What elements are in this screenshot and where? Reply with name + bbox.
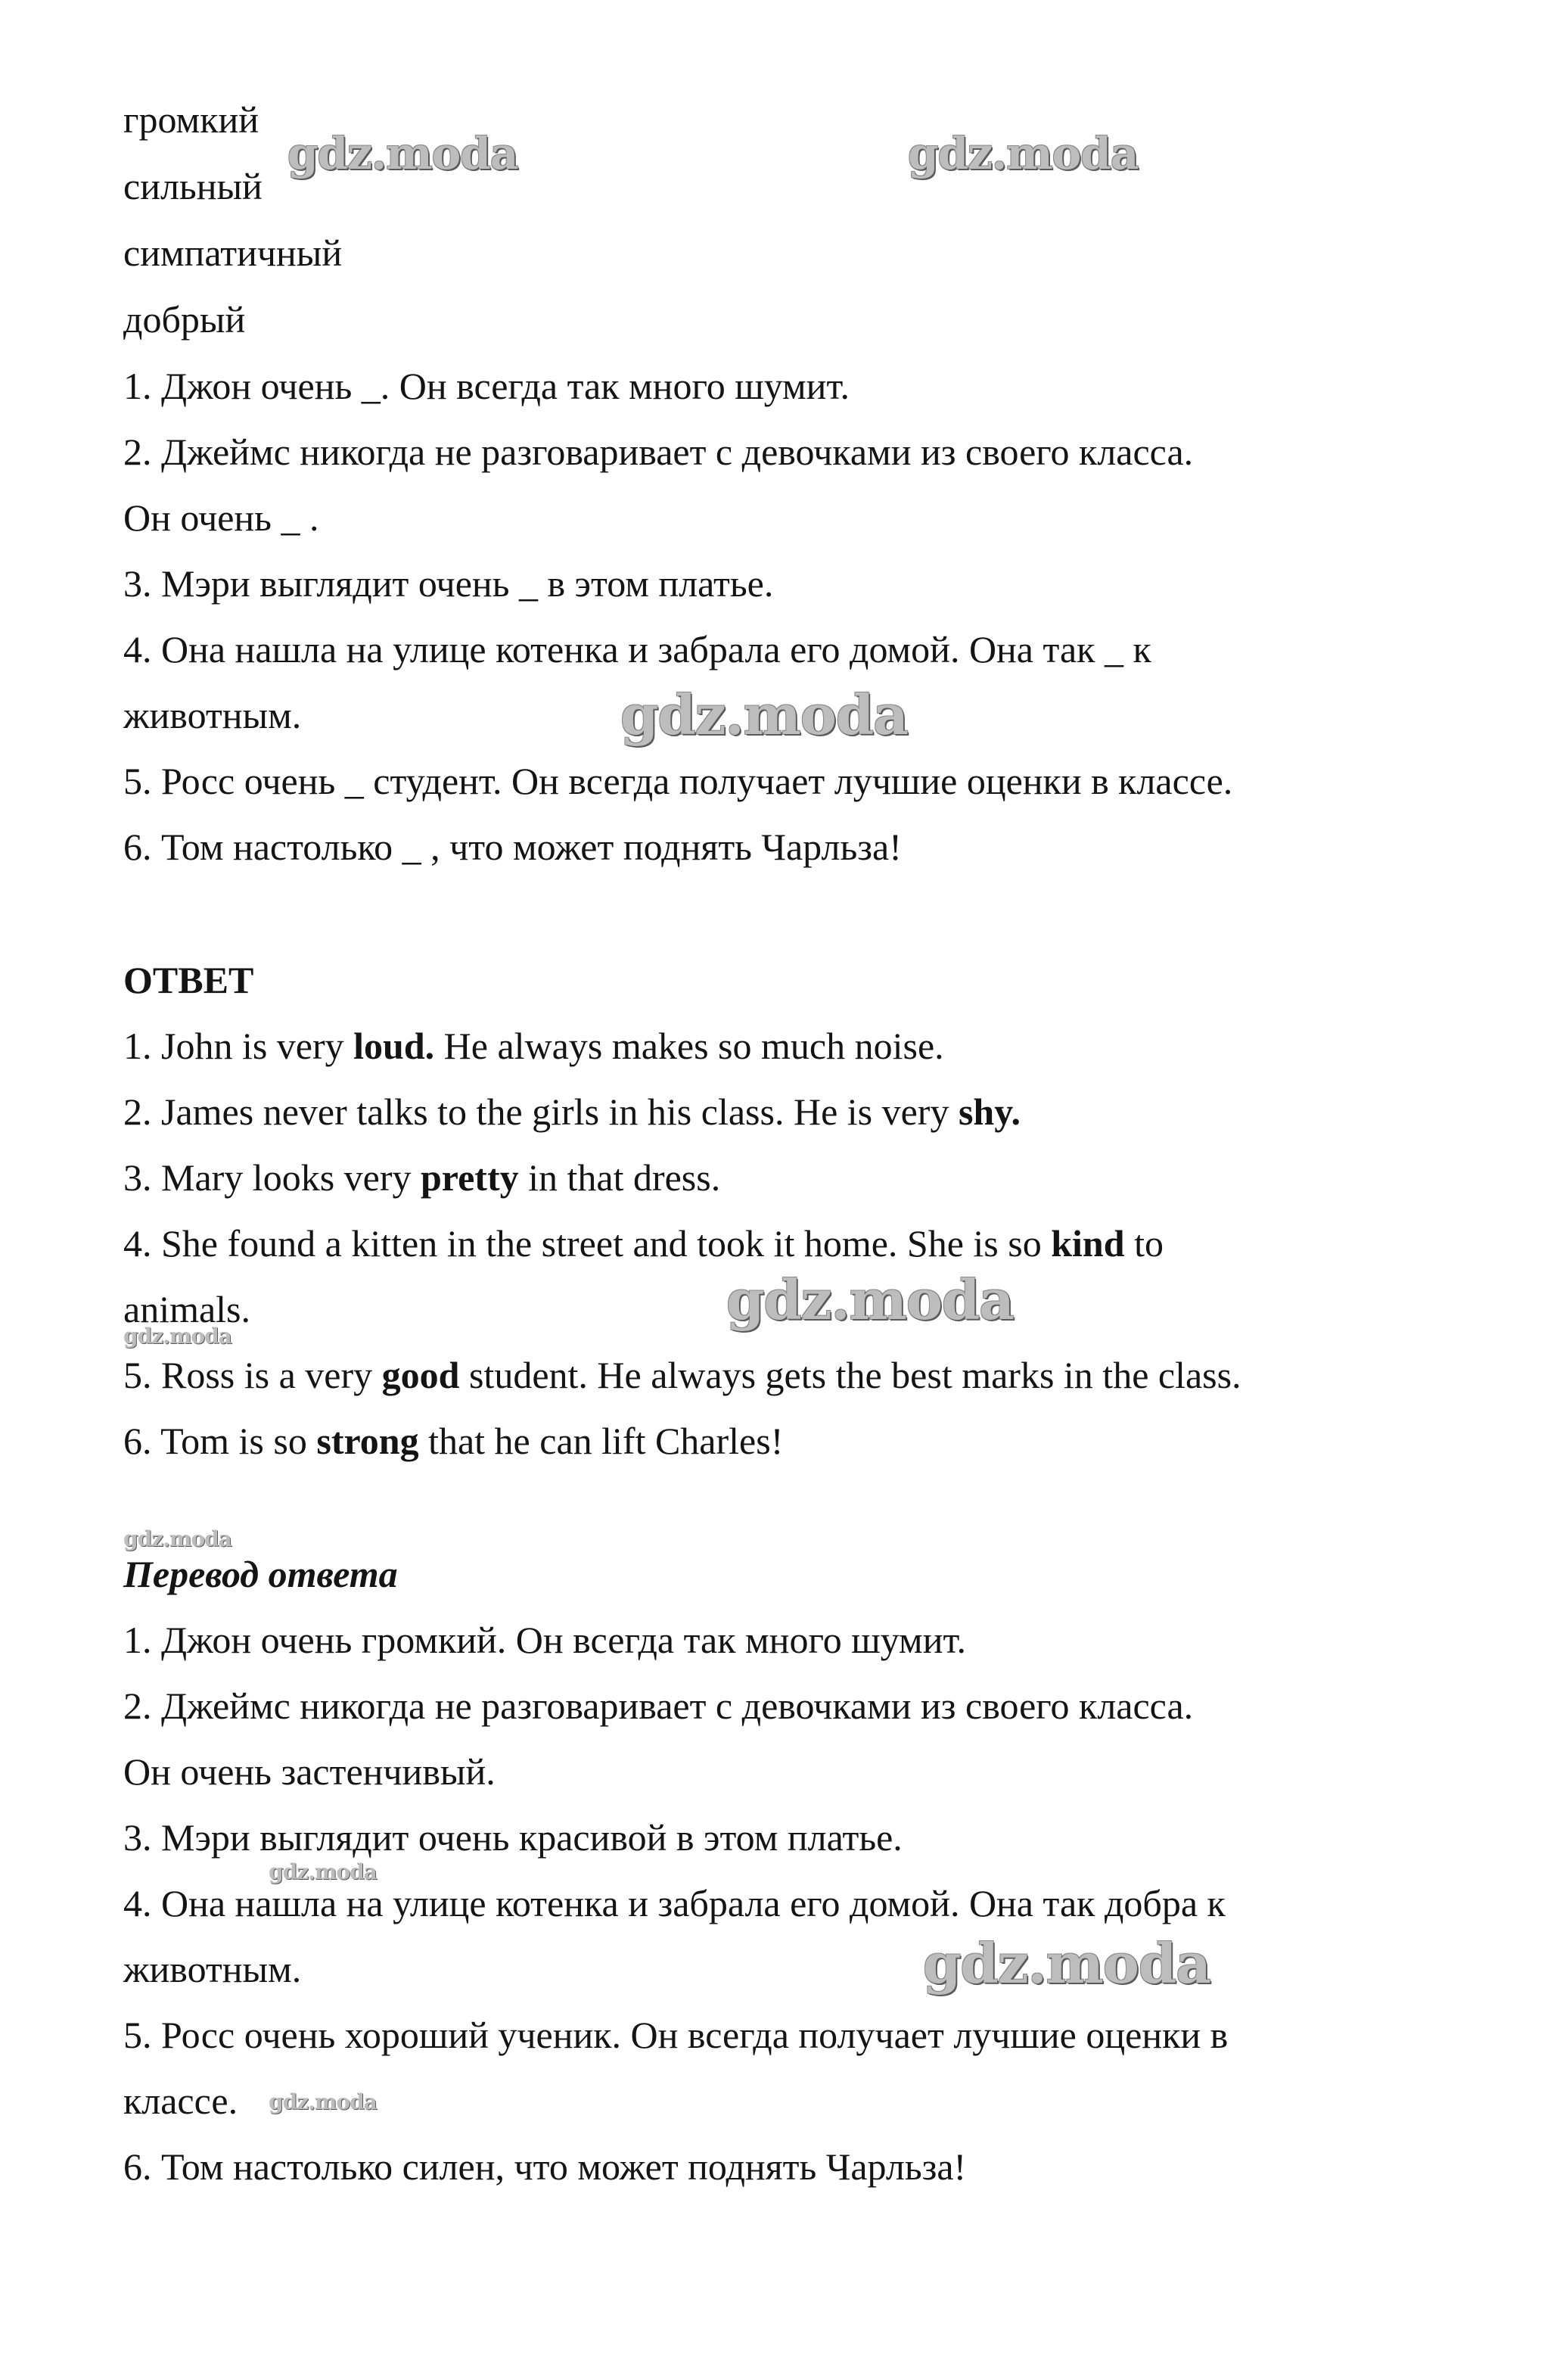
answer-line [123, 1023, 944, 1069]
answer-line [123, 1352, 1241, 1398]
answer-text: animals. [123, 1288, 251, 1330]
answer-text: in that dress. [518, 1156, 721, 1199]
answer-text: 4. She found a kitten in the street and took it home. She is so [123, 1222, 1052, 1265]
word-bank-item: симпатичный [123, 232, 343, 274]
answer-text: to [1124, 1222, 1164, 1265]
watermark-logo: gdz.moda [908, 128, 1139, 179]
watermark-logo: gdz.moda [269, 2089, 377, 2114]
exercise-line: 1. Джон очень _. Он всегда так много шумит. [123, 365, 850, 407]
word-bank-item: громкий [123, 98, 259, 141]
answer-text: 3. Mary looks very [123, 1156, 421, 1199]
answer-line [123, 1155, 720, 1200]
answer-line [123, 1286, 250, 1332]
watermark-logo: gdz.moda [923, 1931, 1210, 1996]
translation-line: 6. Том настолько силен, что может поднять Чарльза! [123, 2145, 967, 2188]
translation-line: 1. Джон очень громкий. Он всегда так много шумит. [123, 1619, 967, 1661]
answer-line [123, 1221, 1164, 1266]
watermark-logo: gdz.moda [287, 128, 518, 179]
translation-heading: Перевод ответа [123, 1553, 398, 1595]
exercise-line: 2. Джеймс никогда не разговаривает с девочками из своего класса. [123, 431, 1194, 473]
answer-text: that he can lift Charles! [418, 1420, 784, 1462]
answer-keyword: loud. [353, 1025, 435, 1067]
watermark-logo: gdz.moda [123, 1526, 231, 1551]
translation-line: классе. [123, 2080, 238, 2122]
answer-text: student. He always gets the best marks in the class. [459, 1354, 1241, 1396]
exercise-line: животным. [123, 694, 302, 736]
watermark-logo: gdz.moda [269, 1859, 377, 1884]
answer-text: 6. Tom is so [123, 1420, 317, 1462]
exercise-line: 6. Том настолько _ , что может поднять Чарльза! [123, 826, 902, 868]
watermark-logo: gdz.moda [726, 1268, 1014, 1332]
word-bank-item: сильный [123, 165, 263, 207]
watermark-logo: gdz.moda [123, 1324, 231, 1349]
translation-line: животным. [123, 1948, 302, 1990]
exercise-line: 3. Мэри выглядит очень _ в этом платье. [123, 562, 774, 605]
answer-text: 1. John is very [123, 1025, 354, 1067]
answer-text: 5. Ross is a very [123, 1354, 382, 1396]
translation-line: 2. Джеймс никогда не разговаривает с девочками из своего класса. [123, 1685, 1194, 1727]
answer-keyword: good [381, 1354, 460, 1396]
translation-line: Он очень застенчивый. [123, 1750, 496, 1793]
answer-keyword: strong [316, 1420, 419, 1462]
answer-keyword: kind [1051, 1222, 1125, 1265]
translation-line: 3. Мэри выглядит очень красивой в этом платье. [123, 1816, 903, 1859]
watermark-logo: gdz.moda [620, 683, 908, 747]
answer-text: 2. James never talks to the girls in his class. He is very [123, 1090, 959, 1133]
answer-line [123, 1089, 1021, 1134]
exercise-line: 4. Она нашла на улице котенка и забрала его домой. Она так _ к [123, 628, 1151, 670]
word-bank-item: добрый [123, 298, 246, 341]
answer-keyword: pretty [421, 1156, 519, 1199]
answer-heading: ОТВЕТ [123, 959, 254, 1001]
translation-line: 5. Росс очень хороший ученик. Он всегда получает лучшие оценки в [123, 2014, 1229, 2056]
exercise-line: 5. Росс очень _ студент. Он всегда получает лучшие оценки в классе. [123, 760, 1233, 802]
exercise-line: Он очень _ . [123, 496, 319, 539]
answer-text: He always makes so much noise. [434, 1025, 944, 1067]
translation-line: 4. Она нашла на улице котенка и забрала его домой. Она так добра к [123, 1882, 1226, 1924]
answer-line [123, 1418, 783, 1464]
answer-keyword: shy. [958, 1090, 1021, 1133]
